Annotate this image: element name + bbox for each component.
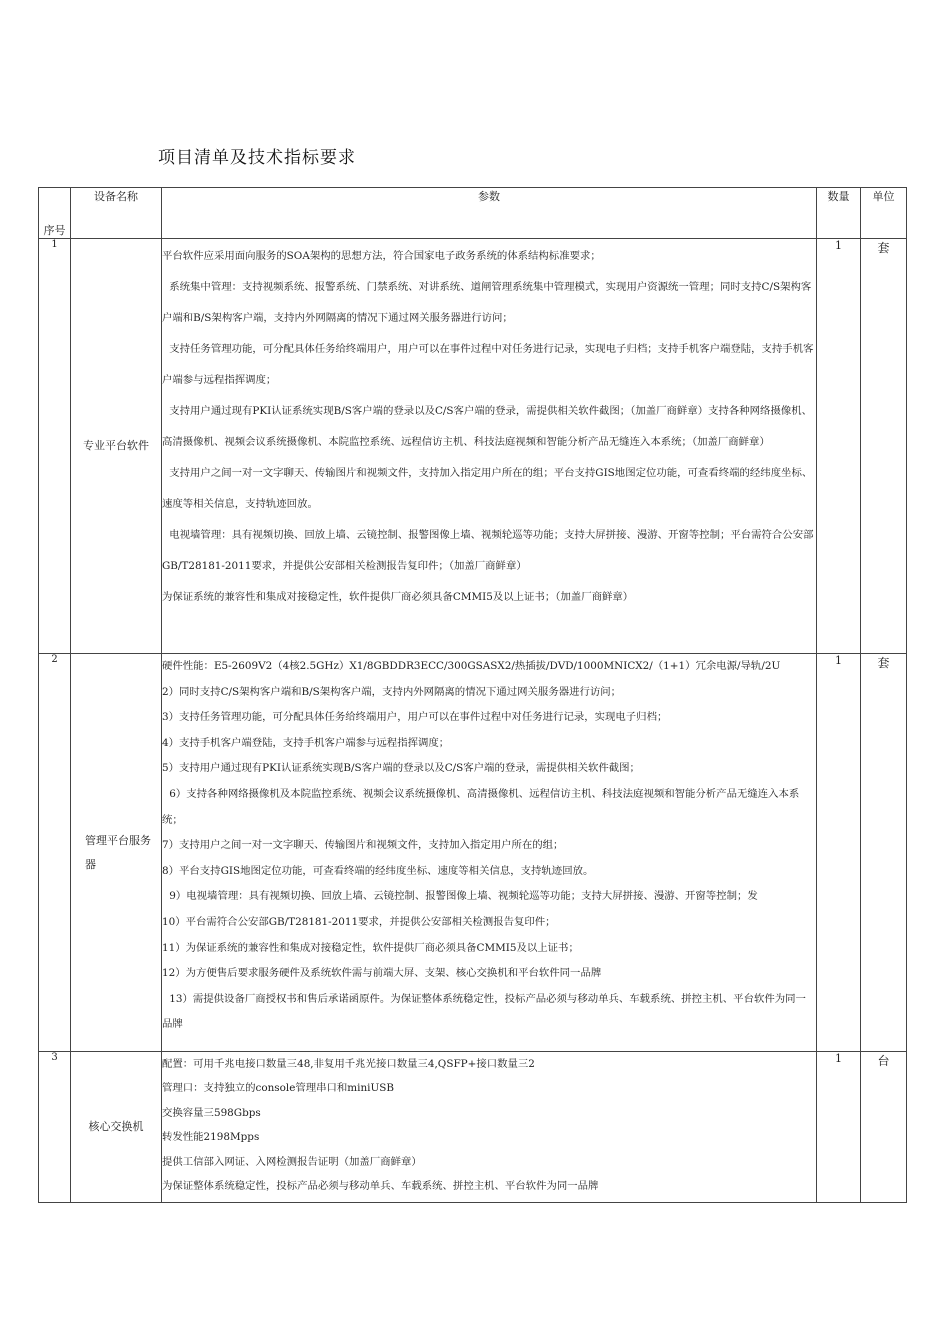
table-row [39,239,907,654]
param-line: 11）为保证系统的兼容性和集成对接稳定性，软件提供厂商必须具备CMMI5及以上证书； [162,941,579,954]
row-unit: 台 [861,1052,907,1203]
spec-table [38,187,907,1203]
param-line: 平台软件应采用面向服务的SOA架构的思想方法，符合国家电子政务系统的体系结构标准要求； [162,250,601,262]
param-line: 10）平台需符合公安部GB/T28181-2011要求，并提供公安部相关检测报告复印件； [162,915,556,928]
param-line: 为保证系统的兼容性和集成对接稳定性，软件提供厂商必须具备CMMI5及以上证书；（加盖厂商鲜章） [162,591,634,603]
param-line: 6）支持各种网络摄像机及本院监控系统、视频会议系统摄像机、高清摄像机、远程信访主机、科技法庭视频和智能分析产品无缝连入本系统； [162,787,800,826]
param-line: 管理口：支持独立的console管理串口和miniUSB [162,1082,394,1095]
row-params [162,239,817,654]
header-qty: 数量 [817,188,861,239]
param-line: 4）支持手机客户端登陆，支持手机客户端参与远程指挥调度； [162,736,450,749]
row-device-name: 核心交换机 [71,1052,162,1203]
header-unit: 单位 [861,188,907,239]
param-line: 支持任务管理功能，可分配具体任务给终端用户，用户可以在事件过程中对任务进行记录，实现电子归档；支持手机客户端登陆，支持手机客户端参与远程指挥调度； [162,343,814,386]
row-params [162,654,817,1052]
param-line: 转发性能2198Mpps [162,1131,260,1144]
param-line: 硬件性能：E5-2609V2（4核2.5GHz）X1/8GBDDR3ECC/300GSASX2/热插拔/DVD/1000MNICX2/（1+1）冗余电源/导轨/2U [162,660,781,672]
row-device-name: 管理平台服务器 [71,654,162,1052]
param-line: 5）支持用户通过现有PKI认证系统实现B/S客户端的登录以及C/S客户端的登录，需提供相关软件截图； [162,762,640,775]
row-seq: 3 [39,1052,71,1203]
table-row [39,1052,907,1203]
row-unit: 套 [861,239,907,654]
row-device-name: 专业平台软件 [71,239,162,654]
page-title: 项目清单及技术指标要求 [158,148,356,168]
param-line: 交换容量三598Gbps [162,1106,261,1119]
row-qty: 1 [817,654,861,1052]
param-line: 为保证整体系统稳定性，投标产品必须与移动单兵、车载系统、拼控主机、平台软件为同一品牌 [162,1180,599,1193]
param-line: 3）支持任务管理功能，可分配具体任务给终端用户，用户可以在事件过程中对任务进行记录，实现电子归档； [162,711,668,724]
param-line: 7）支持用户之间一对一文字聊天、传输图片和视频文件，支持加入指定用户所在的组； [162,839,564,852]
param-line: 配置：可用千兆电接口数量三48,非复用千兆光接口数量三4,QSFP+接口数量三2 [162,1058,535,1070]
row-qty: 1 [817,239,861,654]
param-line: 9）电视墙管理：具有视频切换、回放上墙、云镜控制、报警图像上墙、视频轮巡等功能；支持大屏拼接、漫游、开窗等控制；发 [169,890,758,903]
header-seq: 序号 [39,188,71,239]
table-row [39,654,907,1052]
param-line: 提供工信部入网证、入网检测报告证明（加盖厂商鲜章） [162,1155,422,1168]
row-qty: 1 [817,1052,861,1203]
param-line: 电视墙管理：具有视频切换、回放上墙、云镜控制、报警图像上墙、视频轮巡等功能；支持大屏拼接、漫游、开窗等控制；平台需符合公安部GB/T28181-2011要求，并提供公安部相关检测报告复印件；（加盖厂商鲜章） [162,529,814,572]
param-line: 13）需提供设备厂商授权书和售后承诺函原件。为保证整体系统稳定性，投标产品必须与移动单兵、车载系统、拼控主机、平台软件为同一品牌 [162,992,806,1031]
row-seq: 1 [39,239,71,654]
param-line: 系统集中管理：支持视频系统、报警系统、门禁系统、对讲系统、道闸管理系统集中管理模式，实现用户资源统一管理；同时支持C/S架构客户端和B/S架构客户端，支持内外网隔离的情况下通过网关服务器进行访问； [162,281,812,324]
header-row [39,188,907,239]
row-params [162,1052,817,1203]
param-line: 12）为方便售后要求服务硬件及系统软件需与前端大屏、支架、核心交换机和平台软件同一品牌 [162,967,602,980]
row-seq: 2 [39,654,71,1052]
param-line: 支持用户通过现有PKI认证系统实现B/S客户端的登录以及C/S客户端的登录，需提供相关软件截图；（加盖厂商鲜章）支持各种网络摄像机、高清摄像机、视频会议系统摄像机、本院监控系统、远程信访主机、科技法庭视频和智能分析产品无缝连入本系统；（加盖厂商鲜章） [162,405,813,448]
param-line: 2）同时支持C/S架构客户端和B/S架构客户端，支持内外网隔离的情况下通过网关服务器进行访问； [162,685,622,698]
header-params: 参数 [162,188,817,239]
param-line: 支持用户之间一对一文字聊天、传输图片和视频文件，支持加入指定用户所在的组；平台支持GIS地图定位功能，可查看终端的经纬度坐标、速度等相关信息，支持轨迹回放。 [162,467,813,510]
header-name: 设备名称 [71,188,162,239]
row-unit: 套 [861,654,907,1052]
param-line: 8）平台支持GIS地图定位功能，可查看终端的经纬度坐标、速度等相关信息，支持轨迹回放。 [162,864,594,877]
